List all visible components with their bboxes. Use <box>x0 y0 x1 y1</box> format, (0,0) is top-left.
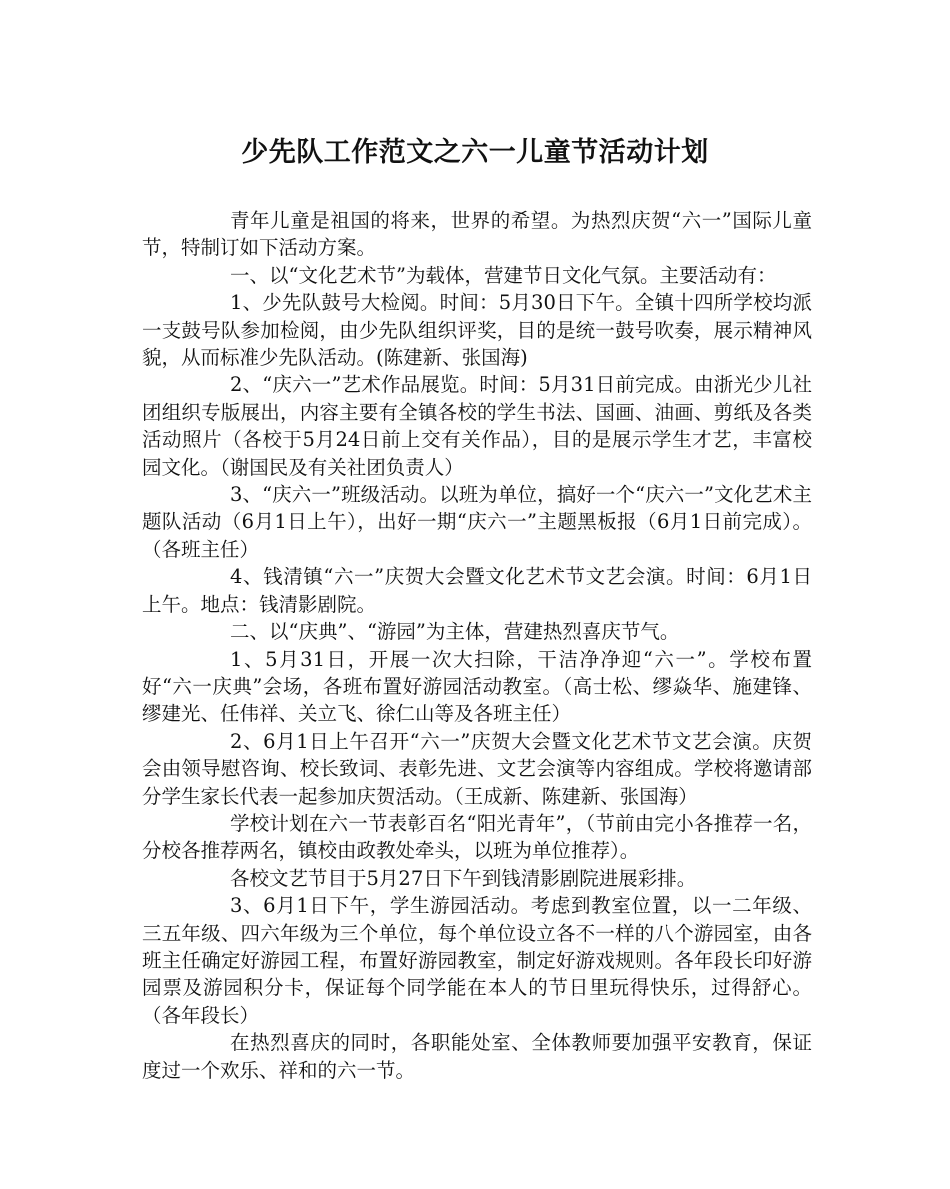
paragraph-closing: 在热烈喜庆的同时，各职能处室、全体教师要加强平安教育，保证度过一个欢乐、祥和的六一节。 <box>142 1031 812 1082</box>
paragraph-section-2-heading: 二、以“庆典”、“游园”为主体，营建热烈喜庆节气。 <box>230 620 680 644</box>
paragraph-item-art-exhibition: 2、“庆六一”艺术作品展览。时间：5月31日前完成。由浙光少儿社团组织专版展出，内容主要有全镇各校的学生书法、国画、油画、剪纸及各类活动照片（各校于5月24日前上交有关作品），目的是展示学生才艺，丰富校园文化。（谢国民及有关社团负责人） <box>142 373 812 479</box>
paragraph-item-celebration-show: 4、钱清镇“六一”庆贺大会暨文化艺术节文艺会演。时间：6月1日上午。地点：钱清影剧院。 <box>142 565 812 616</box>
paragraph-intro: 青年儿童是祖国的将来，世界的希望。为热烈庆贺“六一”国际儿童节，特制订如下活动方案。 <box>142 209 812 260</box>
paragraph-rehearsal: 各校文艺节目于5月27日下午到钱清影剧院进展彩排。 <box>230 866 697 890</box>
page-title: 少先队工作范文之六一儿童节活动计划 <box>241 137 709 168</box>
paragraph-item-drum-parade: 1、少先队鼓号大检阅。时间：5月30日下午。全镇十四所学校均派一支鼓号队参加检阅，由少先队组织评奖，目的是统一鼓号吹奏，展示精神风貌，从而标准少先队活动。(陈建新、张国海) <box>142 291 812 370</box>
paragraph-sunshine-youth: 学校计划在六一节表彰百名“阳光青年”，（节前由完小各推荐一名，分校各推荐两名，镇校由政教处牵头，以班为单位推荐）。 <box>142 811 812 863</box>
paragraph-item-garden-party: 3、6月1日下午，学生游园活动。考虑到教室位置，以一二年级、三五年级、四六年级为三个单位，每个单位设立各不一样的八个游园室，由各班主任确定好游园工程，布置好游园教室，制定好游戏规则。各年段长印好游园票及游园积分卡，保证每个同学能在本人的节日里玩得快乐，过得舒心。（各年段长） <box>142 894 812 1027</box>
paragraph-item-cleanup: 1、5月31日，开展一次大扫除，干洁净净迎“六一”。学校布置好“六一庆典”会场，各班布置好游园活动教室。（高士松、缪焱华、施建锋、缪建光、任伟祥、关立飞、徐仁山等及各班主任） <box>142 647 812 726</box>
paragraph-section-1-heading: 一、以“文化艺术节”为载体，营建节日文化气氛。主要活动有： <box>230 263 777 287</box>
document-body <box>142 207 812 1084</box>
paragraph-item-class-activity: 3、“庆六一”班级活动。以班为单位，搞好一个“庆六一”文化艺术主题队活动（6月1日上午），出好一期“庆六一”主题黑板报（6月1日前完成）。（各班主任） <box>142 483 812 561</box>
paragraph-item-celebration-meeting: 2、6月1日上午召开“六一”庆贺大会暨文化艺术节文艺会演。庆贺会由领导慰咨询、校长致词、表彰先进、文艺会演等内容组成。学校将邀请部分学生家长代表一起参加庆贺活动。（王成新、陈建新、张国海） <box>142 729 812 808</box>
